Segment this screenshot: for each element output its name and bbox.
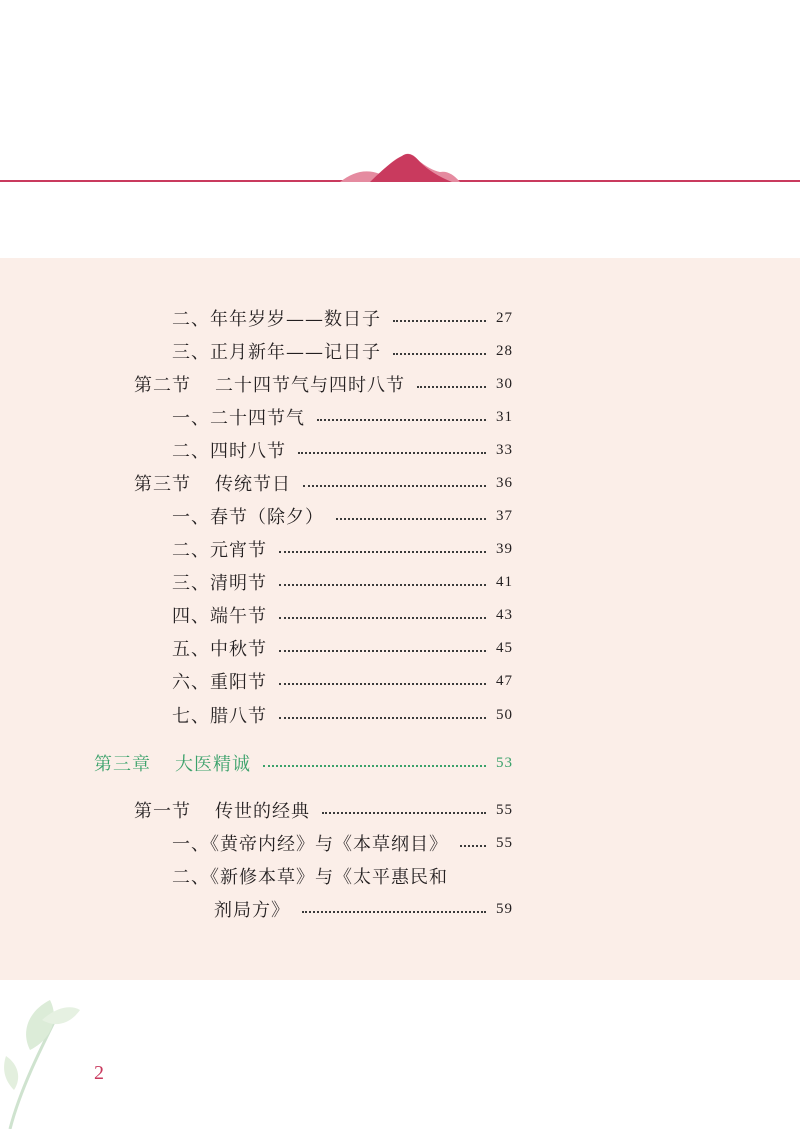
toc-prefix: 第一节: [134, 801, 191, 822]
toc-item-row[interactable]: [0, 601, 800, 629]
toc-label: [134, 797, 310, 823]
toc-page-number: 28: [496, 342, 513, 359]
toc-title: 传世的经典: [215, 801, 310, 822]
toc-page-number: 36: [496, 474, 513, 491]
toc-leader: [279, 617, 486, 619]
leaf-icon: [0, 990, 90, 1129]
toc-leader: [279, 584, 486, 586]
toc-title: 七、腊八节: [172, 706, 267, 727]
mountain-icon: [340, 150, 460, 182]
toc-title: 二、元宵节: [172, 540, 267, 561]
toc-leader: [279, 683, 486, 685]
toc-leader: [279, 551, 486, 553]
toc-label: [172, 863, 448, 889]
toc-label: [172, 404, 305, 430]
toc-label: [172, 602, 267, 628]
toc-label: [134, 371, 405, 397]
toc-label: [172, 338, 381, 364]
toc-title: 大医精诚: [175, 754, 251, 774]
toc-item-row[interactable]: [0, 895, 800, 923]
toc-title: 二、四时八节: [172, 441, 286, 462]
toc-page-number: 27: [496, 309, 513, 326]
toc-leader: [417, 386, 486, 388]
toc-prefix: 第三节: [134, 474, 191, 495]
toc-title: 四、端午节: [172, 606, 267, 627]
toc-prefix: 第二节: [134, 375, 191, 396]
toc-leader: [393, 353, 486, 355]
toc-page-number: 53: [496, 754, 513, 771]
toc-section-row[interactable]: [0, 796, 800, 824]
toc-item-row[interactable]: [0, 535, 800, 563]
toc-label: [172, 668, 267, 694]
toc-title: 一、二十四节气: [172, 408, 305, 429]
toc-section-row[interactable]: [0, 370, 800, 398]
toc-title: 五、中秋节: [172, 639, 267, 660]
toc-page-number: 43: [496, 606, 513, 623]
toc-leader: [393, 320, 486, 322]
toc-leader: [303, 485, 486, 487]
toc-label: [172, 635, 267, 661]
toc-label: [214, 896, 290, 922]
toc-label: [94, 750, 251, 776]
toc-page-number: 59: [496, 900, 513, 917]
toc-item-row[interactable]: [0, 403, 800, 431]
toc-title: 一、春节（除夕）: [172, 507, 324, 528]
toc-label: [172, 437, 286, 463]
toc-label: [172, 702, 267, 728]
toc-list: [0, 258, 800, 980]
toc-label: [172, 569, 267, 595]
toc-leader: [336, 518, 486, 520]
toc-page-number: 50: [496, 706, 513, 723]
toc-item-row[interactable]: [0, 634, 800, 662]
toc-page-number: 55: [496, 801, 513, 818]
toc-panel: [0, 258, 800, 980]
toc-leader: [302, 911, 486, 913]
toc-leader: [298, 452, 486, 454]
toc-leader: [322, 812, 486, 814]
toc-title: 二、《新修本草》与《太平惠民和: [172, 867, 448, 888]
toc-title: 二、年年岁岁——数日子: [172, 309, 381, 330]
toc-leader: [279, 650, 486, 652]
toc-section-row[interactable]: [0, 469, 800, 497]
toc-prefix: 第三章: [94, 754, 151, 774]
toc-label: [172, 536, 267, 562]
toc-leader: [317, 419, 486, 421]
toc-title: 三、清明节: [172, 573, 267, 594]
toc-title: 三、正月新年——记日子: [172, 342, 381, 363]
toc-label: [172, 830, 448, 856]
toc-chapter-row[interactable]: [0, 749, 800, 777]
toc-item-row[interactable]: [0, 436, 800, 464]
toc-item-row[interactable]: [0, 701, 800, 729]
toc-item-row[interactable]: [0, 304, 800, 332]
toc-page-number: 31: [496, 408, 513, 425]
toc-leader: [263, 765, 486, 767]
page-number: 2: [94, 1062, 104, 1084]
toc-leader: [460, 845, 486, 847]
toc-page-number: 45: [496, 639, 513, 656]
toc-item-row[interactable]: [0, 829, 800, 857]
toc-page-number: 37: [496, 507, 513, 524]
toc-title: 剂局方》: [214, 900, 290, 921]
toc-leader: [279, 717, 486, 719]
toc-label: [134, 470, 291, 496]
toc-title: 一、《黄帝内经》与《本草纲目》: [172, 834, 448, 855]
toc-page-number: 47: [496, 672, 513, 689]
toc-label: [172, 305, 381, 331]
toc-title: 六、重阳节: [172, 672, 267, 693]
toc-item-row[interactable]: [0, 568, 800, 596]
toc-title: 二十四节气与四时八节: [215, 375, 405, 396]
toc-item-row[interactable]: [0, 667, 800, 695]
toc-page-number: 33: [496, 441, 513, 458]
toc-label: [172, 503, 324, 529]
toc-item-row[interactable]: [0, 862, 800, 890]
toc-page-number: 30: [496, 375, 513, 392]
toc-page-number: 41: [496, 573, 513, 590]
toc-item-row[interactable]: [0, 337, 800, 365]
toc-page-number: 55: [496, 834, 513, 851]
toc-item-row[interactable]: [0, 502, 800, 530]
toc-title: 传统节日: [215, 474, 291, 495]
toc-page-number: 39: [496, 540, 513, 557]
